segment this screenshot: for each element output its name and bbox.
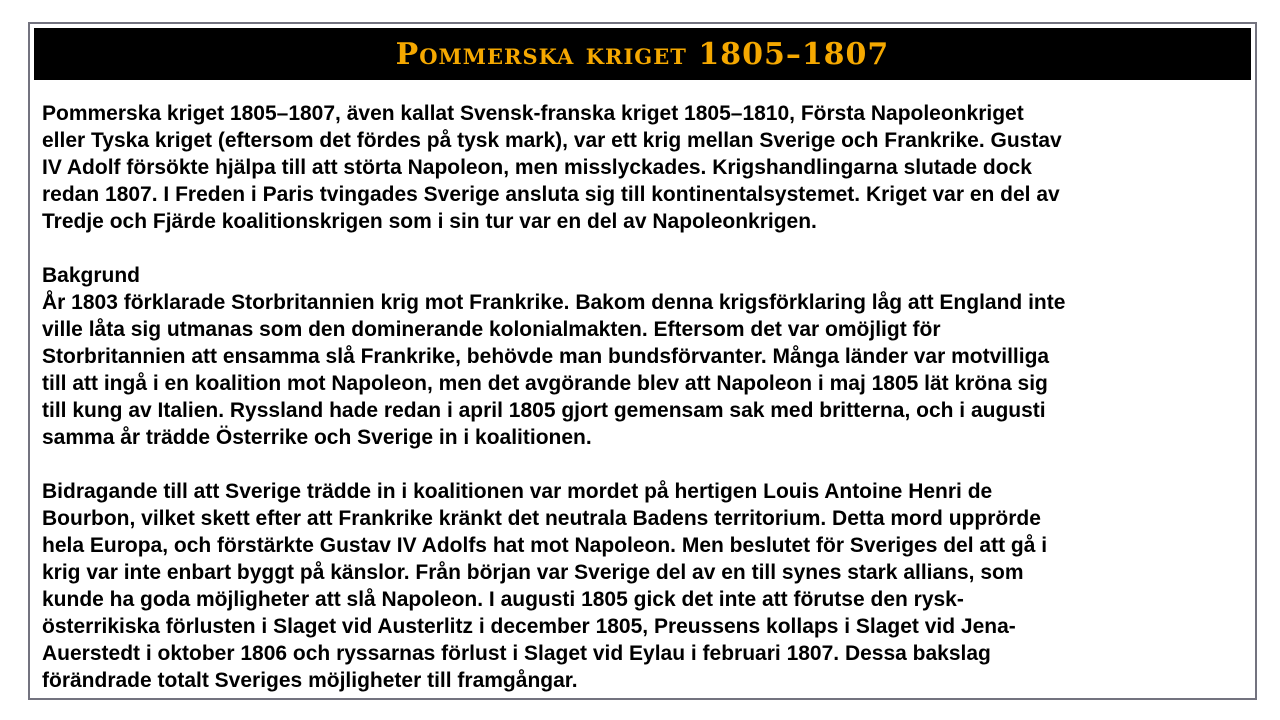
text-line: hela Europa, och förstärkte Gustav IV Adolfs hat mot Napoleon. Men beslutet för Sveriges del att gå i xyxy=(42,534,1048,557)
text-line: Tredje och Fjärde koalitionskrigen som i sin tur var en del av Napoleonkrigen. xyxy=(42,210,817,233)
paragraph xyxy=(42,262,1243,451)
text-line: År 1803 förklarade Storbritannien krig mot Frankrike. Bakom denna krigsförklaring låg att England inte xyxy=(42,291,1066,314)
text-line: IV Adolf försökte hjälpa till att störta Napoleon, men misslyckades. Krigshandlingarna slutade dock xyxy=(42,156,1032,179)
document-frame xyxy=(28,22,1257,700)
title-bar xyxy=(34,28,1251,80)
text-line: österrikiska förlusten i Slaget vid Austerlitz i december 1805, Preussens kollaps i Slaget vid Jena- xyxy=(42,615,1016,638)
text-line: ville låta sig utmanas som den dominerande kolonialmakten. Eftersom det var omöjligt för xyxy=(42,318,941,341)
text-line: Auerstedt i oktober 1806 och ryssarnas förlust i Slaget vid Eylau i februari 1807. Dessa bakslag xyxy=(42,642,991,665)
text-line: Storbritannien att ensamma slå Frankrike, behövde man bundsförvanter. Många länder var motvilliga xyxy=(42,345,1050,368)
text-line: förändrade totalt Sveriges möjligheter till framgångar. xyxy=(42,669,578,692)
text-line: Bidragande till att Sverige trädde in i koalitionen var mordet på hertigen Louis Antoine Henri de xyxy=(42,480,993,503)
paragraph xyxy=(42,478,1243,694)
text-line: redan 1807. I Freden i Paris tvingades Sverige ansluta sig till kontinentalsystemet. Kriget var en del av xyxy=(42,183,1060,206)
text-line: Pommerska kriget 1805–1807, även kallat Svensk-franska kriget 1805–1810, Första Napoleonkriget xyxy=(42,102,1024,125)
text-line: Bourbon, vilket skett efter att Frankrike kränkt det neutrala Badens territorium. Detta mord upprörde xyxy=(42,507,1041,530)
text-line: samma år trädde Österrike och Sverige in i koalitionen. xyxy=(42,426,592,449)
text-line: till att ingå i en koalition mot Napoleon, men det avgörande blev att Napoleon i maj 1805 lät kröna sig xyxy=(42,372,1048,395)
text-line: krig var inte enbart byggt på känslor. Från början var Sverige del av en till synes stark allians, som xyxy=(42,561,1024,584)
paragraph xyxy=(42,100,1243,235)
text-line: eller Tyska kriget (eftersom det fördes på tysk mark), var ett krig mellan Sverige och Frankrike. Gustav xyxy=(42,129,1062,152)
text-line: Bakgrund xyxy=(42,264,141,287)
page-title: Pommerska kriget 1805–1807 xyxy=(395,36,890,72)
text-line: kunde ha goda möjligheter att slå Napoleon. I augusti 1805 gick det inte att förutse den rysk- xyxy=(42,588,964,611)
text-line: till kung av Italien. Ryssland hade redan i april 1805 gjort gemensam sak med britterna, och i augusti xyxy=(42,399,1046,422)
article-body xyxy=(30,80,1255,694)
